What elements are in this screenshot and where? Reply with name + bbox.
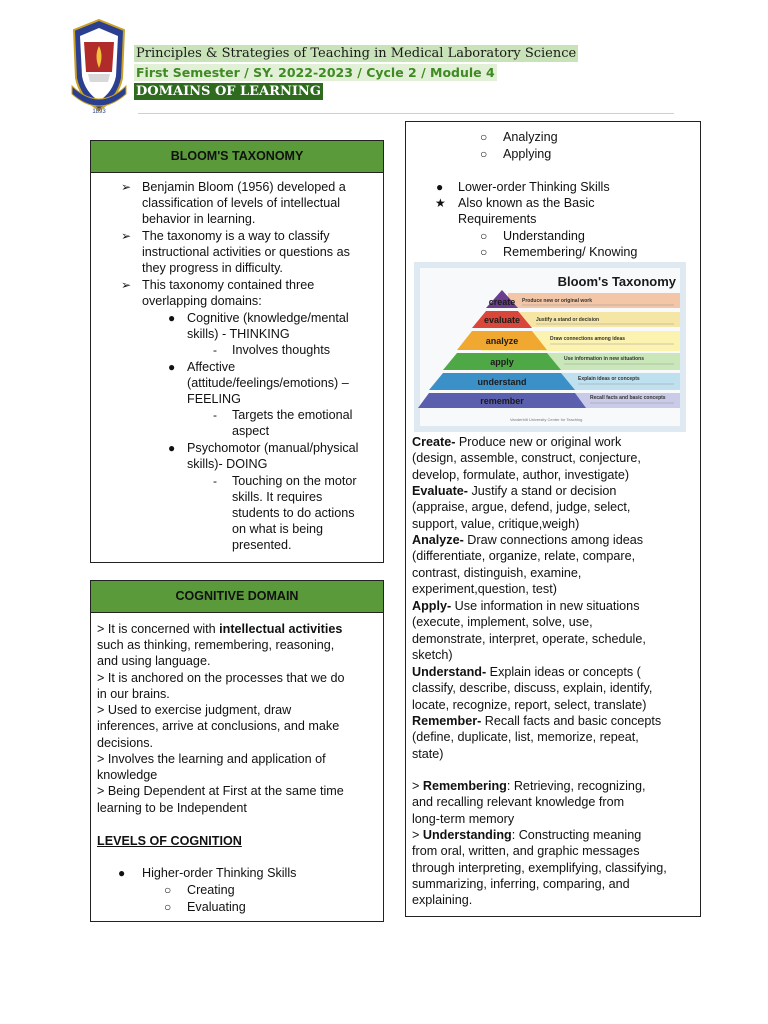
bloom-line: on what is being (232, 522, 324, 536)
header-divider (138, 113, 674, 114)
tier-label: apply (490, 357, 514, 367)
definition-line (412, 434, 621, 450)
circle-bullet-icon: ○ (480, 147, 488, 161)
cognitive-line: > It is anchored on the processes that we do (97, 671, 345, 685)
bloom-line: skills)- DOING (187, 457, 268, 471)
bloom-line: Touching on the motor (232, 474, 357, 488)
school-seal-logo (68, 16, 130, 116)
definition-line: > Remembering: Retrieving, recognizing, (412, 779, 646, 793)
definition-text: : Constructing meaning (511, 828, 642, 842)
circle-bullet-icon: ○ (480, 245, 488, 259)
arrow-bullet-icon: ➢ (121, 180, 132, 194)
blooms-pyramid-image (414, 262, 686, 432)
cognitive-domain-heading: COGNITIVE DOMAIN (91, 581, 383, 613)
definition-term: Analyze- (412, 533, 464, 547)
cognitive-line: learning to be Independent (97, 801, 247, 815)
blooms-taxonomy-box (90, 140, 384, 563)
definition-line: demonstrate, interpret, operate, schedule, (412, 631, 646, 646)
definition-text: Produce new or original work (455, 435, 622, 449)
cognitive-domain-box (90, 580, 384, 922)
cognitive-line: in our brains. (97, 687, 170, 701)
bloom-line: (attitude/feelings/emotions) – (187, 376, 349, 390)
bloom-line: Involves thoughts (232, 343, 331, 357)
circle-bullet-icon: ○ (480, 229, 488, 243)
dot-bullet-icon: ● (436, 180, 444, 194)
module-title: DOMAINS OF LEARNING (136, 84, 321, 99)
definition-line (412, 713, 661, 729)
remembering-term: Remembering (422, 779, 507, 793)
image-credit: Vanderbilt University Center for Teaching (510, 417, 583, 422)
definition-line: explaining. (412, 893, 473, 908)
bloom-line: skills. It requires (232, 490, 323, 504)
circle-bullet-icon: ○ (164, 883, 172, 897)
definition-line (412, 532, 643, 548)
bloom-line: aspect (232, 424, 270, 438)
tier-description: Explain ideas or concepts (578, 376, 640, 382)
arrow-bullet-icon: ➢ (121, 278, 132, 292)
bloom-line: Benjamin Bloom (1956) developed a (142, 180, 346, 194)
cognitive-line: > Involves the learning and application of (97, 752, 326, 766)
bloom-line: This taxonomy contained three (142, 278, 315, 292)
cognitive-line: > Being Dependent at First at the same time (97, 784, 344, 798)
dot-bullet-icon: ● (168, 360, 176, 374)
definition-line: state) (412, 746, 444, 761)
definition-line: (define, duplicate, list, memorize, repeat, (412, 730, 639, 745)
bloom-line: Affective (187, 360, 236, 374)
cognitive-line (97, 621, 342, 637)
cognitive-line: and using language. (97, 654, 211, 668)
dot-bullet-icon: ● (118, 866, 126, 880)
level-item: Evaluating (187, 900, 246, 914)
tier-label: understand (477, 377, 527, 387)
bloom-line: students to do actions (232, 506, 355, 520)
definition-line: from oral, written, and graphic messages (412, 844, 640, 859)
circle-bullet-icon: ○ (480, 130, 488, 144)
definition-text: Draw connections among ideas (463, 533, 644, 547)
definition-text: Explain ideas or concepts ( (486, 665, 641, 679)
understanding-term: Understanding (422, 828, 512, 842)
definition-line: (execute, implement, solve, use, (412, 615, 593, 630)
bloom-line: Psychomotor (manual/physical (187, 441, 359, 455)
dash-bullet: - (213, 343, 217, 357)
circle-bullet-icon: ○ (164, 900, 172, 914)
level-item: Higher-order Thinking Skills (142, 866, 297, 880)
definition-line: classify, describe, discuss, explain, identify, (412, 681, 653, 696)
bloom-line: The taxonomy is a way to classify (142, 229, 330, 243)
definition-term: Evaluate- (412, 484, 468, 498)
cognitive-line: such as thinking, remembering, reasoning, (97, 638, 335, 652)
definition-line: through interpreting, exemplifying, classifying, (412, 860, 667, 875)
level-item: Applying (503, 147, 552, 161)
bloom-line: instructional activities or questions as (142, 245, 350, 259)
level-item: Understanding (503, 229, 585, 243)
pyramid-title: Bloom's Taxonomy (557, 274, 676, 289)
semester-info: First Semester / SY. 2022-2023 / Cycle 2 / Module 4 (136, 65, 495, 80)
cognitive-line: knowledge (97, 768, 158, 782)
definition-text: : Retrieving, recognizing, (506, 779, 646, 793)
level-item: Analyzing (503, 130, 558, 144)
tier-description: Recall facts and basic concepts (590, 395, 666, 401)
definition-line: long-term memory (412, 811, 515, 826)
definition-line: support, value, critique,weigh) (412, 516, 580, 531)
blooms-taxonomy-heading: BLOOM'S TAXONOMY (91, 141, 383, 173)
definition-line (412, 664, 641, 680)
cognitive-intro: > It is concerned with (97, 622, 220, 636)
definition-term: Remember- (412, 714, 482, 728)
tier-description: Use information in new situations (564, 356, 645, 362)
bloom-line: overlapping domains: (142, 294, 262, 308)
definition-text: Use information in new situations (451, 599, 640, 613)
bloom-line: classification of levels of intellectual (142, 196, 341, 210)
definition-line: (design, assemble, construct, conjecture, (412, 451, 641, 466)
definition-line: and recalling relevant knowledge from (412, 795, 625, 810)
tier-description: Produce new or original work (522, 298, 593, 304)
cognitive-line: decisions. (97, 736, 154, 750)
definition-term: Create- (412, 435, 456, 449)
definition-line (412, 598, 640, 614)
bloom-line: skills) - THINKING (187, 327, 290, 341)
star-bullet-icon: ★ (435, 196, 446, 210)
definition-line: summarizing, inferring, comparing, and (412, 876, 630, 891)
level-item: Remembering/ Knowing (503, 245, 638, 259)
cognitive-line: inferences, arrive at conclusions, and make (97, 719, 340, 733)
definition-text: Recall facts and basic concepts (481, 714, 662, 728)
definition-line (412, 483, 616, 499)
cognitive-line: > Used to exercise judgment, draw (97, 703, 292, 717)
bloom-line: behavior in learning. (142, 212, 256, 226)
definition-line: > Understanding: Constructing meaning (412, 828, 642, 842)
definition-line: experiment,question, test) (412, 581, 557, 596)
level-item: Creating (187, 883, 235, 897)
dash-bullet: - (213, 474, 217, 488)
course-title: Principles & Strategies of Teaching in Medical Laboratory Science (136, 46, 577, 61)
bloom-line: presented. (232, 538, 292, 552)
definition-text: Justify a stand or decision (468, 484, 617, 498)
intellectual-activities-emphasis: intellectual activities (219, 622, 343, 636)
level-item: Also known as the Basic (458, 196, 595, 210)
definition-line: contrast, distinguish, examine, (412, 565, 582, 580)
level-item: Lower-order Thinking Skills (458, 180, 610, 194)
tier-description: Draw connections among ideas (550, 336, 626, 342)
dot-bullet-icon: ● (168, 441, 176, 455)
bloom-line: they progress in difficulty. (142, 261, 283, 275)
tier-label: evaluate (483, 315, 521, 325)
dot-bullet-icon: ● (168, 311, 176, 325)
arrow-bullet-icon: ➢ (121, 229, 132, 243)
tier-label: analyze (485, 336, 519, 346)
bloom-line: FEELING (187, 392, 241, 406)
definition-line: develop, formulate, author, investigate) (412, 467, 630, 482)
definition-line: (differentiate, organize, relate, compare, (412, 549, 636, 564)
definition-line: (appraise, argue, defend, judge, select, (412, 500, 631, 515)
levels-of-cognition-heading: LEVELS OF COGNITION (97, 834, 242, 848)
level-item: Requirements (458, 212, 537, 226)
dash-bullet: - (213, 408, 217, 422)
bloom-line: Cognitive (knowledge/mental (187, 311, 349, 325)
tier-label: remember (480, 396, 524, 406)
definition-line: locate, recognize, report, select, translate) (412, 697, 647, 712)
svg-text:1893: 1893 (92, 109, 106, 115)
tier-description: Justify a stand or decision (536, 317, 600, 323)
definition-term: Understand- (412, 665, 487, 679)
definition-line: sketch) (412, 647, 453, 662)
definition-term: Apply- (412, 599, 452, 613)
bloom-line: Targets the emotional (232, 408, 353, 422)
tier-label: create (488, 297, 516, 307)
